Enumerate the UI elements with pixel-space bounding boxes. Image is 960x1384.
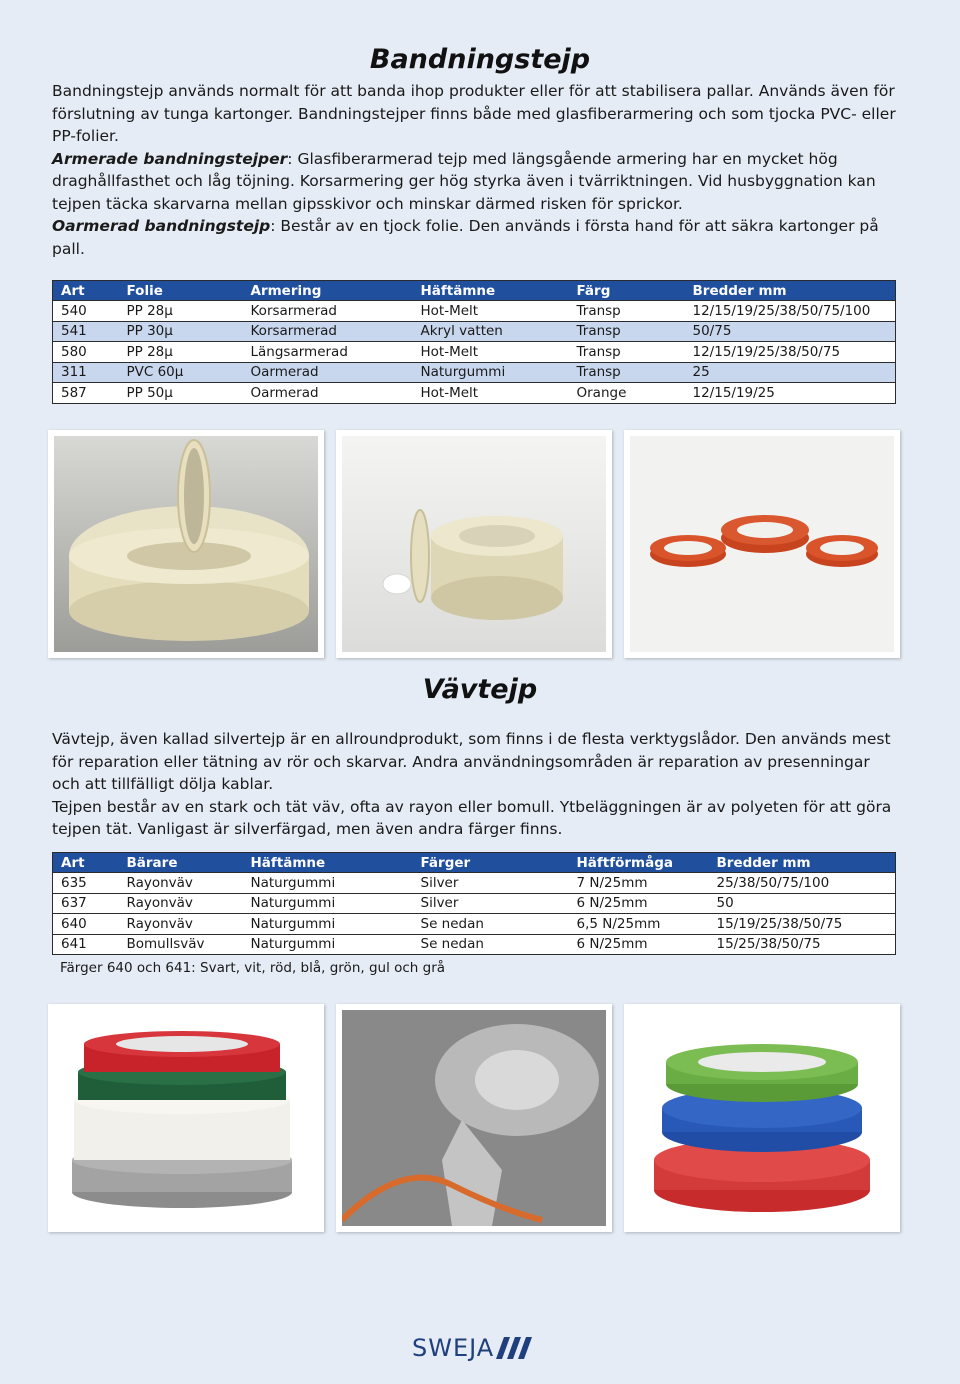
cell: 580 — [53, 342, 119, 363]
cell: 50 — [709, 893, 896, 914]
color-note: Färger 640 och 641: Svart, vit, röd, blå, grön, gul och grå — [60, 960, 446, 976]
table-header-row — [53, 281, 896, 301]
table-row — [53, 914, 896, 935]
table-row — [53, 321, 896, 342]
cell: 12/15/19/25/38/50/75/100 — [685, 301, 896, 322]
col-farger: Färger — [413, 853, 569, 873]
cell: Rayonväv — [119, 873, 243, 894]
cell: 6 N/25mm — [569, 893, 709, 914]
col-barare: Bärare — [119, 853, 243, 873]
cell: Transp — [569, 362, 685, 383]
cell: 50/75 — [685, 321, 896, 342]
vavtejp-para2: Tejpen består av en stark och tät väv, ofta av rayon eller bomull. Ytbeläggningen är av polyeten för att göra tejpen tät. Vanligast är silverfärgad, men även andra färger finns. — [52, 797, 892, 838]
colored-tape-rolls-photo — [624, 1004, 900, 1232]
table-row — [53, 362, 896, 383]
cell: PP 28µ — [119, 301, 243, 322]
colored-cloth-tape-stack-photo — [48, 1004, 324, 1232]
fiberglass-tape-rolls-photo — [336, 430, 612, 658]
table-row — [53, 342, 896, 363]
col-haftamne: Häftämne — [243, 853, 413, 873]
cell: Korsarmerad — [243, 301, 413, 322]
table-row — [53, 301, 896, 322]
table-row — [53, 934, 896, 955]
cell: PP 30µ — [119, 321, 243, 342]
table-row — [53, 893, 896, 914]
cell: Oarmerad — [243, 362, 413, 383]
table-row — [53, 873, 896, 894]
cell: 311 — [53, 362, 119, 383]
cell: 587 — [53, 383, 119, 404]
armerade-lead: Armerade bandningstejper — [52, 149, 288, 168]
col-haftamne: Häftämne — [413, 281, 569, 301]
cell: Silver — [413, 893, 569, 914]
col-bredder: Bredder mm — [709, 853, 896, 873]
table-row — [53, 383, 896, 404]
cell: Naturgummi — [413, 362, 569, 383]
vavtejp-title: Vävtejp — [422, 674, 538, 705]
cell: 637 — [53, 893, 119, 914]
cell: Korsarmerad — [243, 321, 413, 342]
cell: Hot-Melt — [413, 383, 569, 404]
cell: Akryl vatten — [413, 321, 569, 342]
cell: Se nedan — [413, 934, 569, 955]
cell: PP 50µ — [119, 383, 243, 404]
cell: Se nedan — [413, 914, 569, 935]
cell: Oarmerad — [243, 383, 413, 404]
cell: Rayonväv — [119, 893, 243, 914]
cell: Hot-Melt — [413, 301, 569, 322]
cell: Rayonväv — [119, 914, 243, 935]
cell: Transp — [569, 321, 685, 342]
vavtejp-table — [52, 852, 896, 955]
cell: Naturgummi — [243, 893, 413, 914]
armerade-text: : Glasfiberarmerad tejp med längsgående armering har en mycket hög draghållfasthet och låg töjning. Korsarmering ger hög styrka även i tvärriktningen. Vid husbyggnation kan tejpen täcka skarvarna mellan gipsskivor och minskar därmed risken för sprickor. — [52, 149, 876, 213]
armerade-paragraph — [52, 148, 898, 216]
cell: 640 — [53, 914, 119, 935]
bandningstejp-description — [52, 80, 898, 260]
cell: 25 — [685, 362, 896, 383]
cell: 12/15/19/25/38/50/75 — [685, 342, 896, 363]
col-bredder: Bredder mm — [685, 281, 896, 301]
orange-pvc-tape-photo — [624, 430, 900, 658]
bandningstejp-title: Bandningstejp — [369, 44, 591, 75]
cell: 635 — [53, 873, 119, 894]
cell: 541 — [53, 321, 119, 342]
col-armering: Armering — [243, 281, 413, 301]
col-haftformaga: Häftförmåga — [569, 853, 709, 873]
cell: 12/15/19/25 — [685, 383, 896, 404]
col-art: Art — [53, 853, 119, 873]
cell: Naturgummi — [243, 934, 413, 955]
cell: Bomullsväv — [119, 934, 243, 955]
table-header-row — [53, 853, 896, 873]
cell: PVC 60µ — [119, 362, 243, 383]
cell: 540 — [53, 301, 119, 322]
cell: 15/25/38/50/75 — [709, 934, 896, 955]
cell: 641 — [53, 934, 119, 955]
col-farg: Färg — [569, 281, 685, 301]
cell: 6,5 N/25mm — [569, 914, 709, 935]
fiberglass-tape-roll-photo — [48, 430, 324, 658]
cell: PP 28µ — [119, 342, 243, 363]
cell: Transp — [569, 301, 685, 322]
oarmerad-paragraph — [52, 215, 898, 260]
bandningstejp-table — [52, 280, 896, 404]
cell: Transp — [569, 342, 685, 363]
cell: Orange — [569, 383, 685, 404]
vavtejp-description — [52, 728, 898, 841]
sweja-logo — [412, 1332, 532, 1364]
intro-text: Bandningstejp används normalt för att banda ihop produkter eller för att stabilisera pallar. Används även för förslutning av tunga kartonger. Bandningstejper finns både med glasfiberarmering och som tjocka PVC- eller PP-folier. — [52, 82, 896, 145]
cell: Hot-Melt — [413, 342, 569, 363]
cell: 25/38/50/75/100 — [709, 873, 896, 894]
cell: 6 N/25mm — [569, 934, 709, 955]
cell: 7 N/25mm — [569, 873, 709, 894]
cell: Längsarmerad — [243, 342, 413, 363]
sweja-logo-text: SWEJA — [412, 1334, 495, 1362]
cell: Silver — [413, 873, 569, 894]
cell: 15/19/25/38/50/75 — [709, 914, 896, 935]
cell: Naturgummi — [243, 873, 413, 894]
silver-tape-repair-photo — [336, 1004, 612, 1232]
vavtejp-para1: Vävtejp, även kallad silvertejp är en allroundprodukt, som finns i de flesta verktygslådor. Den används mest för reparation eller tätning av rör och skarvar. Andra användningsområden är reparation av presenningar och att tillfälligt dölja kablar. — [52, 730, 891, 793]
col-art: Art — [53, 281, 119, 301]
cell: Naturgummi — [243, 914, 413, 935]
oarmerad-text: : Består av en tjock folie. Den används i första hand för att säkra kartonger på pall. — [52, 217, 879, 258]
sweja-logo-stripes-icon — [496, 1337, 532, 1359]
col-folie: Folie — [119, 281, 243, 301]
oarmerad-lead: Oarmerad bandningstejp — [52, 217, 271, 235]
